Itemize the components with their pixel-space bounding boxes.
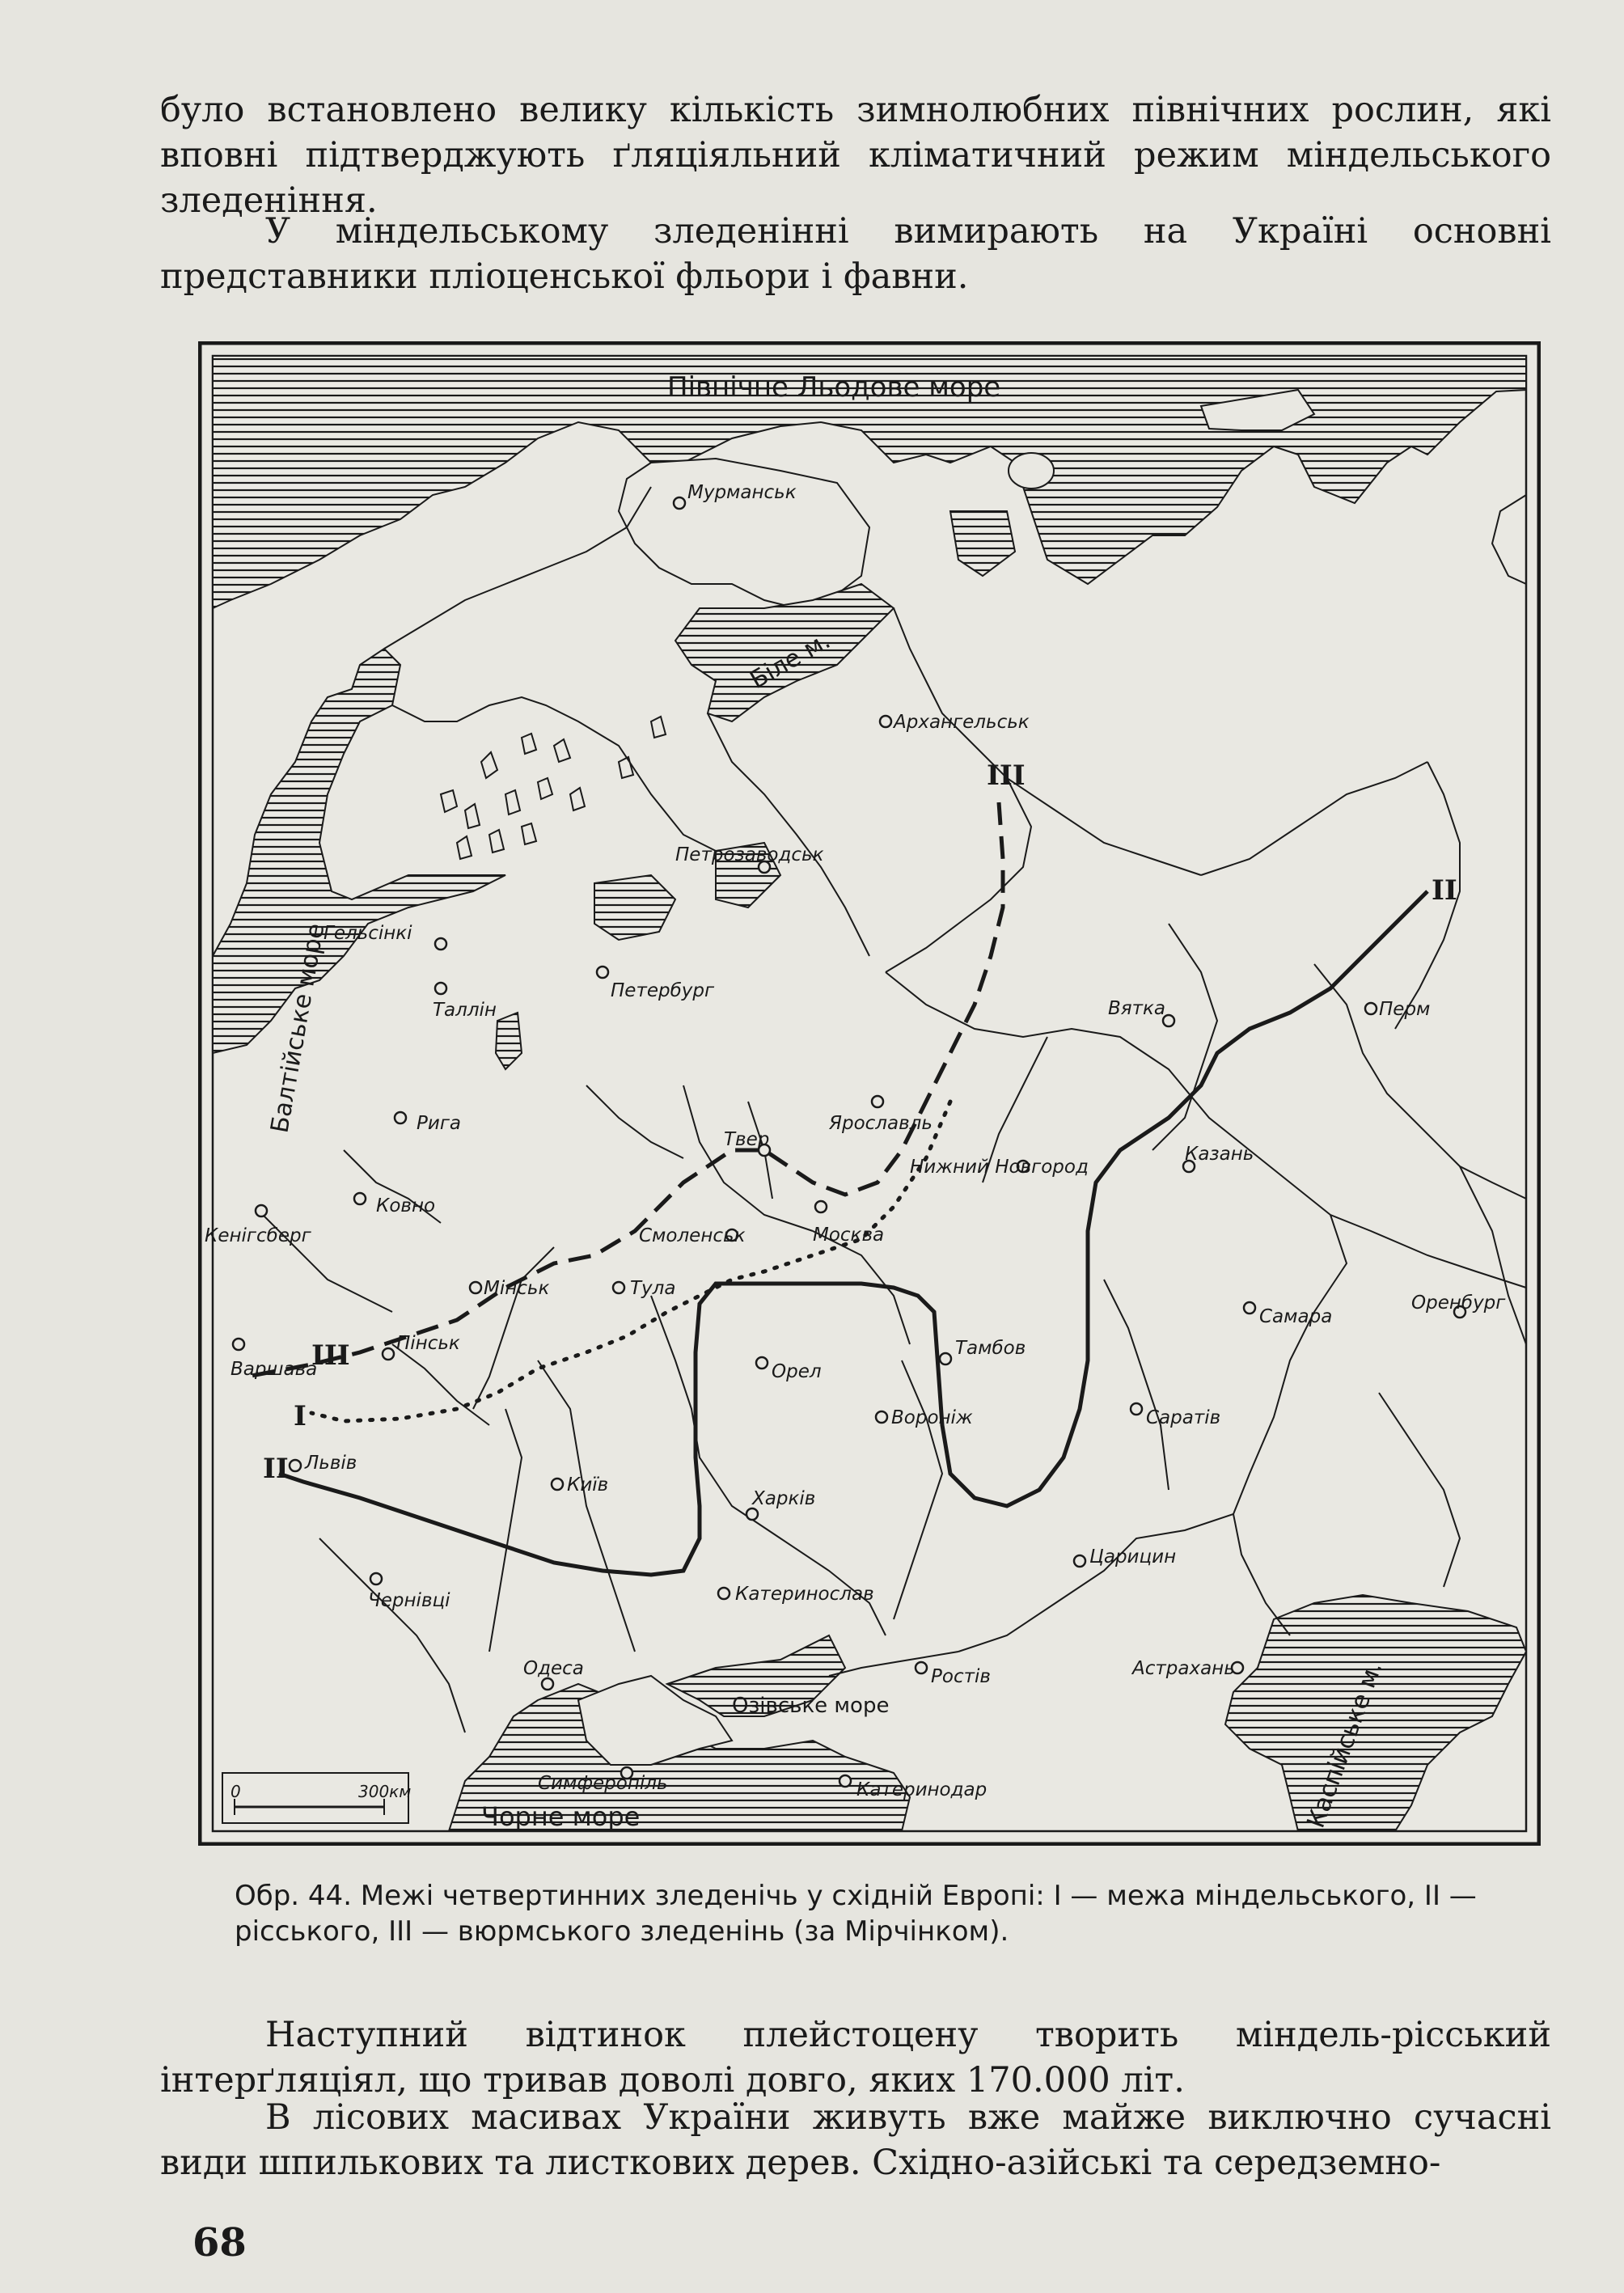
label-II-east: II [1432,874,1457,907]
kolguev-island [1009,453,1054,489]
city-marker [815,1201,827,1212]
city-marker [290,1460,301,1471]
city-label: Ковно [376,1195,436,1216]
city-label: Петербург [611,980,715,1001]
city-label: Симферопіль [538,1773,668,1794]
city-marker [552,1479,563,1490]
arctic-sea-label: Північне Льодове море [667,371,1001,404]
city-label: Київ [567,1474,609,1496]
city-label: Харків [752,1488,816,1509]
top-paragraph-1: було встановлено велику кількість зимнолюбних північних рослин, які вповні підтверджують ґляціяльний кліматичний режим міндельського зледеніння. [160,90,1551,221]
city-marker [916,1662,927,1673]
city-marker [383,1348,394,1360]
city-label: Оренбург [1411,1292,1506,1314]
city-label: Рига [417,1113,461,1134]
label-III-north: III [987,759,1026,792]
azov-sea-label: Озівське море [732,1694,890,1718]
city-marker [1244,1302,1255,1314]
city-marker [756,1357,768,1369]
black-sea-label: Чорне море [481,1801,641,1832]
city-label: Таллін [433,1000,497,1021]
city-label: Орел [772,1361,822,1382]
glaciation-map [198,341,1541,1846]
city-label: Катеринодар [856,1779,988,1800]
city-marker [839,1775,851,1787]
city-marker [876,1411,887,1423]
city-label: Царицин [1089,1546,1177,1567]
caspian-sea-label: Каспійське м. [1301,1657,1389,1832]
city-label: Архангельськ [894,712,1030,733]
city-marker [674,497,685,509]
city-label: Кенігсберг [205,1225,311,1246]
city-label: Астрахань [1132,1658,1235,1679]
city-label: Ростів [931,1666,991,1687]
bottom-paragraph-1: Наступний відтинок плейстоцену творить міндель-рісський інтерґляціял, що тривав доволі довго, яких 170.000 літ. [160,2015,1551,2101]
city-marker [435,983,446,994]
city-marker [395,1112,406,1123]
scale-distance: 300км [358,1782,412,1801]
city-label: Твер [724,1129,770,1150]
city-label: Мінськ [484,1278,550,1299]
city-label: Мурманськ [687,482,797,503]
city-label: Перм [1379,999,1431,1020]
city-marker [256,1205,267,1216]
city-marker [354,1193,366,1204]
figure-caption: Обр. 44. Межі четвертинних зледенічь у східній Европі: I — межа міндельського, II — рісського, III — вюрмського зледенінь (за Мірчінком). [235,1880,1477,1948]
city-marker [872,1096,883,1107]
city-marker [233,1339,244,1350]
top-paragraph-2: У міндельському зледенінні вимирають на Україні основні представники пліоценської фльори і фавни. [160,211,1551,297]
city-label: Гельсінкі [324,923,412,944]
city-label: Пінськ [396,1333,460,1354]
city-marker [1074,1555,1085,1567]
label-II-west: II [263,1453,289,1485]
city-label: Казань [1185,1144,1254,1165]
white-sea-label: Біле м. [745,626,835,695]
city-label: Смоленськ [639,1225,746,1246]
label-I-west: I [294,1400,307,1432]
city-marker [718,1588,730,1599]
label-III-west: III [311,1339,350,1372]
page-number: 68 [192,2220,247,2266]
city-marker [880,716,891,727]
city-label: Тамбов [955,1338,1026,1359]
city-marker [370,1573,382,1584]
city-label: Варшава [230,1359,318,1380]
city-label: Вороніж [891,1407,973,1428]
city-label: Нижний Новгород [910,1157,1089,1178]
city-label: Катеринослав [735,1584,874,1605]
city-label: Одеса [523,1658,584,1679]
city-label: Москва [813,1225,885,1246]
city-marker [542,1678,553,1690]
city-marker [746,1508,758,1520]
city-marker [597,967,608,978]
city-marker [1131,1403,1142,1415]
scale-zero: 0 [230,1782,241,1801]
city-marker [1365,1003,1377,1014]
city-marker [940,1353,951,1364]
bottom-paragraph-2: В лісових масивах України живуть вже майже виключно сучасні види шпилькових та листкових дерев. Східно-азійські та середземно- [160,2097,1551,2183]
city-label: Петрозаводськ [675,844,824,865]
baltic-sea-label: Балтійське море [265,921,331,1136]
city-marker [435,938,446,950]
city-marker [470,1282,481,1293]
city-label: Самара [1259,1306,1333,1327]
city-label: Львів [305,1453,357,1474]
city-label: Тула [630,1278,676,1299]
city-label: Вятка [1108,998,1165,1019]
city-label: Ярославль [829,1113,933,1134]
city-marker [613,1282,624,1293]
city-label: Чернівці [368,1590,450,1611]
city-label: Саратів [1146,1407,1221,1428]
